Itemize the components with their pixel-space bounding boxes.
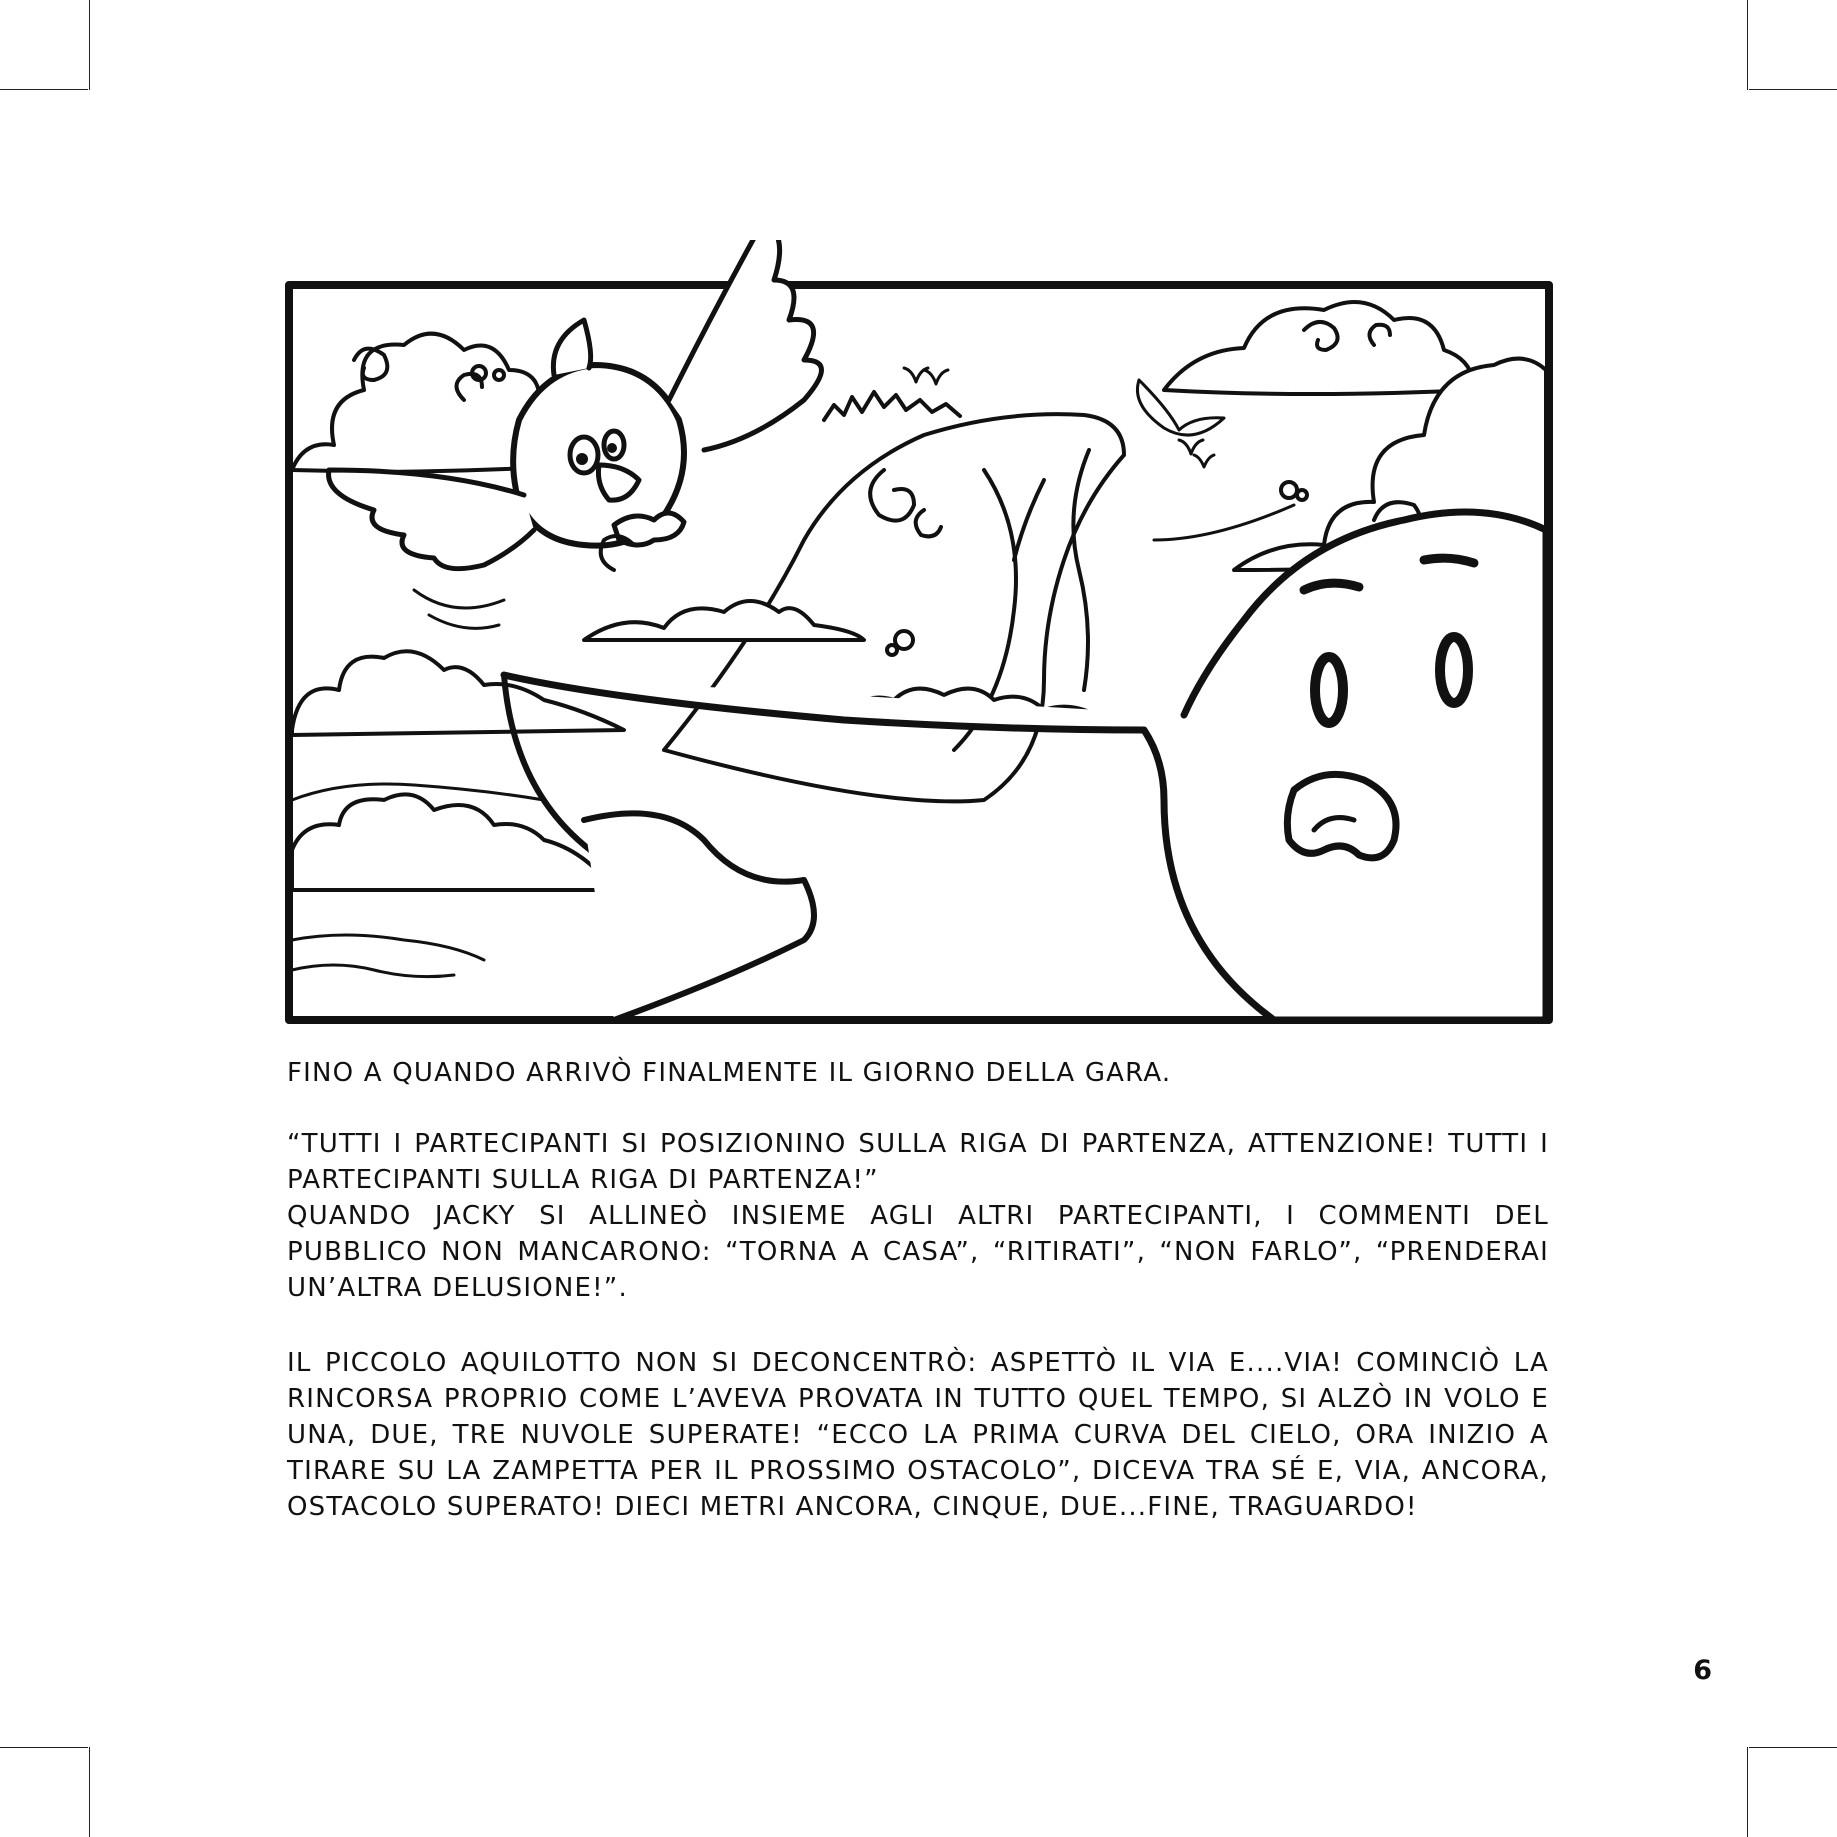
crop-mark [89,1747,90,1837]
race-text: IL PICCOLO AQUILOTTO NON SI DECONCENTRÒ: ASPETTÒ IL VIA E....VIA! COMINCIÒ LA RINCORSA PROPRIO COME L’AVEVA PROVATA IN TUTTO QUEL TEMPO, SI ALZÒ IN VOLO E UNA, DUE, TRE NUVOLE SUPERATE! “ECCO LA PRIMA CURVA DEL CIELO, ORA INIZIO A TIRARE SU LA ZAMPETTA PER IL PROSSIMO OSTACOLO”, DICEVA TRA SÉ E, VIA, ANCORA, OSTACOLO SUPERATO! DIECI METRI ANCORA, CINQUE, DUE...FINE, TRAGUARDO! [287,1348,1549,1522]
crop-mark [1749,1747,1837,1748]
crop-mark [1747,0,1748,90]
story-line-intro [287,1055,1549,1091]
crowd-comments-text: QUANDO JACKY SI ALLINEÒ INSIEME AGLI ALTRI PARTECIPANTI, I COMMENTI DEL PUBBLICO NON MANCARONO: “TORNA A CASA”, “RITIRATI”, “NON FARLO”, “PRENDERAI UN’ALTRA DELUSIONE!”. [287,1201,1549,1303]
cloud-top-right [1164,302,1474,394]
story-paragraph-start [287,1126,1549,1306]
cloud-lower-left [292,651,624,976]
crop-mark [89,0,90,90]
crop-mark [1749,89,1837,90]
announcement-text: “TUTTI I PARTECIPANTI SI POSIZIONINO SULLA RIGA DI PARTENZA, ATTENZIONE! TUTTI I PARTECIPANTI SULLA RIGA DI PARTENZA!” [287,1129,1549,1195]
crop-mark [0,89,88,90]
crop-mark [1747,1747,1748,1837]
comic-illustration [284,240,1554,1025]
crop-mark [0,1747,88,1748]
page-number: 6 [1693,1655,1712,1686]
story-text: FINO A QUANDO ARRIVÒ FINALMENTE IL GIORNO DELLA GARA. [287,1058,1172,1088]
illustration-svg [284,240,1554,1025]
story-paragraph-race [287,1345,1549,1525]
